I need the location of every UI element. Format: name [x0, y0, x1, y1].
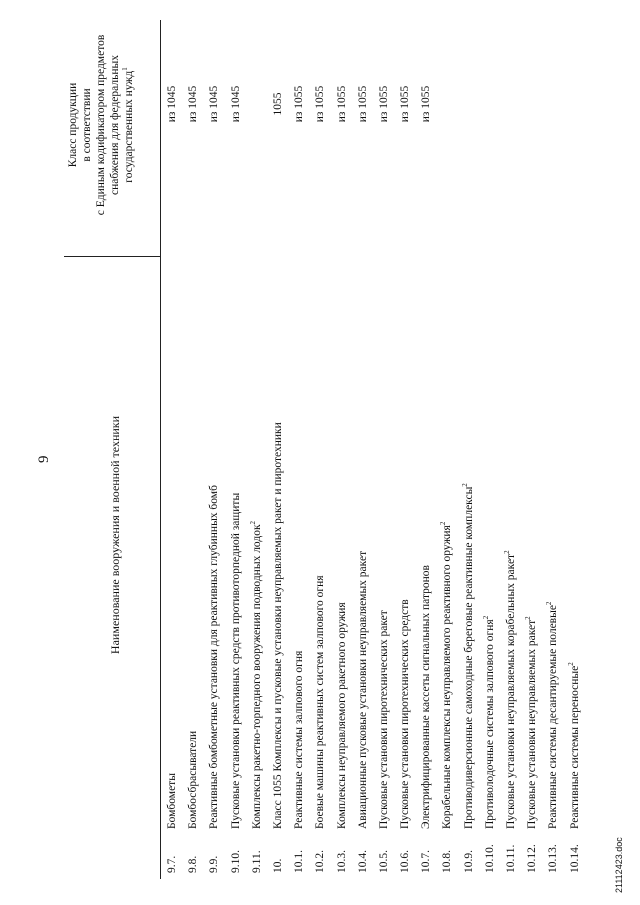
row-name-text: Пусковые установки реактивных средств противоторпедной защиты [229, 492, 242, 829]
row-class-code: из 1055 [293, 85, 306, 123]
row-class-code: из 1045 [166, 85, 178, 123]
row-name-text: Противодиверсионные самоходные береговые реактивные комплексы [462, 486, 475, 829]
footnote-marker: 2 [248, 520, 257, 525]
class-header-line: с Единым кодификатором предметов [95, 34, 107, 216]
class-header-line: снабжения для федеральных [109, 55, 121, 195]
footnote-marker: 2 [545, 601, 554, 606]
row-number: 9.7. [166, 855, 178, 873]
column-header-name: Наименование вооружения и военной техники [108, 415, 122, 655]
row-name [166, 773, 178, 829]
row-name-text: Авиационные пусковые установки неуправляемых ракет [356, 550, 369, 829]
row-name [399, 599, 411, 829]
row-name [230, 493, 242, 829]
row-name-text: Бомбосбрасыватели [187, 730, 200, 829]
row-name-text: Комплексы ракетно-торпедного вооружения подводных лодок [250, 524, 263, 829]
row-number: 10.3. [335, 850, 348, 873]
table-row [269, 19, 290, 879]
row-name-text: Пусковые установки неуправляемых ракет [526, 619, 539, 829]
row-name-text: Пусковые установки неуправляемых корабельных ракет [505, 553, 517, 829]
row-name [566, 662, 581, 829]
row-name [187, 731, 199, 829]
table-row [205, 19, 226, 879]
row-name [460, 483, 475, 829]
header-column-divider [64, 256, 160, 257]
row-class-code: из 1055 [377, 85, 390, 123]
column-header-class [66, 25, 136, 225]
row-number: 10.13. [547, 844, 560, 873]
row-number: 10.12. [526, 844, 539, 873]
row-number: 9.8. [187, 855, 200, 873]
row-name [505, 550, 517, 829]
row-name [378, 610, 390, 829]
table-row [523, 19, 544, 879]
row-class-code: из 1055 [335, 85, 348, 123]
row-class-code: из 1055 [399, 85, 412, 123]
row-name [420, 565, 432, 829]
row-name [293, 651, 305, 829]
row-class-code: из 1055 [356, 85, 369, 123]
row-name-text: Пусковые установки пиротехнических средств [399, 599, 412, 829]
footnote-marker: 2 [566, 662, 575, 666]
table-row [333, 19, 354, 879]
row-number: 10.1. [293, 850, 306, 873]
class-header-text: государственных нужд [123, 70, 135, 183]
document-id: 21112423.doc [614, 837, 624, 893]
table-row [184, 19, 205, 879]
row-number: 10.4. [356, 850, 369, 873]
row-name-text: Реактивные бомбометные установки для реактивных глубинных бомб [208, 485, 221, 829]
table-row [417, 19, 438, 879]
row-class-code: из 1045 [208, 85, 221, 123]
table-row [481, 19, 502, 879]
class-header-line: в соответствии [81, 88, 93, 162]
table-row [354, 19, 375, 879]
row-class-code: из 1055 [314, 85, 327, 123]
table-row [396, 19, 417, 879]
table-row [566, 19, 587, 879]
row-name [248, 520, 263, 829]
row-class-code: 1055 [271, 92, 284, 116]
row-name-text: Реактивные системы залпового огня [293, 650, 306, 829]
table-row [375, 19, 396, 879]
footnote-marker: 2 [481, 615, 490, 620]
row-class-code: из 1045 [187, 85, 200, 123]
row-number: 10.6. [399, 850, 412, 873]
row-number: 10. [271, 858, 284, 873]
row-name-text: Комплексы неуправляемого ракетного оружия [335, 602, 348, 829]
row-number: 10.2. [314, 850, 327, 873]
header-divider [160, 20, 161, 879]
row-number: 9.10. [229, 850, 242, 873]
row-name-text: Реактивные системы переносные [568, 665, 581, 829]
table-row [290, 19, 311, 879]
table-row [544, 19, 565, 879]
row-name [481, 615, 496, 829]
row-name [272, 422, 284, 829]
row-name-text: Противолодочные системы залпового огня [483, 619, 496, 829]
row-name [336, 602, 348, 829]
row-number: 10.5. [377, 850, 390, 873]
row-name [441, 522, 453, 829]
row-number: 10.11. [505, 844, 517, 873]
table-row [227, 19, 248, 879]
footnote-marker: 2 [524, 616, 533, 620]
row-name-text: Электрифицированные кассеты сигнальных патронов [420, 565, 433, 829]
footnote-marker: 2 [439, 521, 448, 526]
row-number: 10.7. [420, 850, 433, 873]
row-class-code: из 1045 [229, 85, 242, 123]
table-row [163, 19, 184, 879]
row-name [357, 551, 369, 829]
row-number: 10.10. [483, 844, 496, 873]
table-body [163, 19, 587, 879]
footnote-marker: 2 [503, 550, 512, 554]
table-row [248, 19, 269, 879]
row-class-code: из 1055 [420, 85, 433, 123]
table-row [438, 19, 459, 879]
page-number: 9 [36, 455, 52, 463]
row-name-text: Боевые машины реактивных систем залпового огня [314, 575, 327, 829]
footnote-marker: 2 [460, 483, 469, 487]
row-number: 10.14. [568, 844, 581, 873]
row-name-text: Корабельные комплексы неуправляемого реактивного оружия [441, 525, 454, 829]
row-name-text: Бомбометы [166, 773, 178, 829]
table-row [460, 19, 481, 879]
row-name [208, 485, 220, 829]
row-number: 10.8. [441, 850, 454, 873]
table-row [502, 19, 523, 879]
row-name-text: Пусковые установки пиротехнических ракет [377, 610, 390, 829]
class-header-line: Класс продукции [67, 82, 79, 168]
row-number: 10.9. [462, 850, 475, 873]
row-number: 9.11. [250, 850, 263, 873]
row-name-text: Реактивные системы десантируемые полевые [547, 605, 560, 829]
row-number: 9.9. [208, 855, 221, 873]
row-name [526, 616, 538, 829]
class-header-line [122, 25, 136, 225]
table-row [311, 19, 332, 879]
row-name [314, 575, 326, 829]
footnote-marker: 1 [121, 67, 130, 71]
row-name [547, 602, 559, 829]
row-name-text: Класс 1055 Комплексы и пусковые установки неуправляемых ракет и пиротехники [271, 422, 284, 829]
